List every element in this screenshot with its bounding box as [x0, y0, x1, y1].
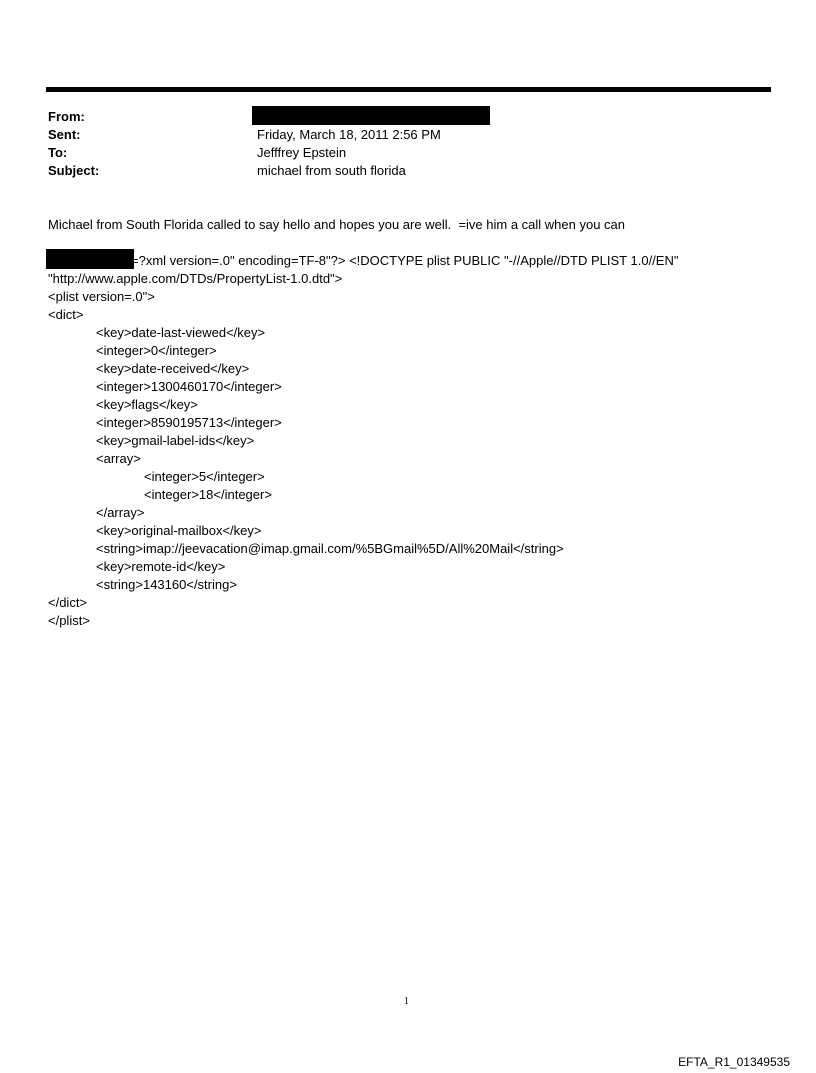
- page-number: 1: [404, 996, 409, 1007]
- plist-line: <integer>18</integer>: [144, 487, 272, 502]
- plist-line: "http://www.apple.com/DTDs/PropertyList-1.0.dtd">: [48, 271, 343, 286]
- plist-line: <integer>1300460170</integer>: [96, 379, 282, 394]
- plist-line: <key>original-mailbox</key>: [96, 523, 262, 538]
- body-redaction: [46, 249, 134, 269]
- plist-line: <dict>: [48, 307, 84, 322]
- sent-value: Friday, March 18, 2011 2:56 PM: [257, 127, 441, 142]
- document-id: EFTA_R1_01349535: [678, 1055, 790, 1069]
- plist-line: <key>date-received</key>: [96, 361, 250, 376]
- to-label: To:: [48, 145, 68, 160]
- plist-line: <integer>0</integer>: [96, 343, 217, 358]
- plist-line: <key>flags</key>: [96, 397, 198, 412]
- plist-line: <integer>5</integer>: [144, 469, 265, 484]
- plist-line: <key>gmail-label-ids</key>: [96, 433, 255, 448]
- plist-line: <integer>8590195713</integer>: [96, 415, 282, 430]
- from-redaction: [252, 106, 490, 125]
- plist-line: <string>143160</string>: [96, 577, 237, 592]
- plist-line: <plist version=.0">: [48, 289, 155, 304]
- plist-line: <string>imap://jeevacation@imap.gmail.com/%5BGmail%5D/All%20Mail</string>: [96, 541, 564, 556]
- plist-line: <key>date-last-viewed</key>: [96, 325, 266, 340]
- plist-line: </plist>: [48, 613, 90, 628]
- header-rule: [46, 87, 771, 92]
- plist-line: <array>: [96, 451, 141, 466]
- plist-line: </dict>: [48, 595, 88, 610]
- plist-line: </array>: [96, 505, 145, 520]
- plist-line: <key>remote-id</key>: [96, 559, 226, 574]
- message-body: Michael from South Florida called to say hello and hopes you are well. =ive him a call when you can: [48, 217, 626, 232]
- to-value: Jefffrey Epstein: [257, 145, 347, 160]
- from-label: From:: [48, 109, 85, 124]
- sent-label: Sent:: [48, 127, 81, 142]
- subject-value: michael from south florida: [257, 163, 406, 178]
- plist-line: =?xml version=.0" encoding=TF-8"?> <!DOCTYPE plist PUBLIC "-//Apple//DTD PLIST 1.0//EN": [131, 253, 679, 268]
- subject-label: Subject:: [48, 163, 100, 178]
